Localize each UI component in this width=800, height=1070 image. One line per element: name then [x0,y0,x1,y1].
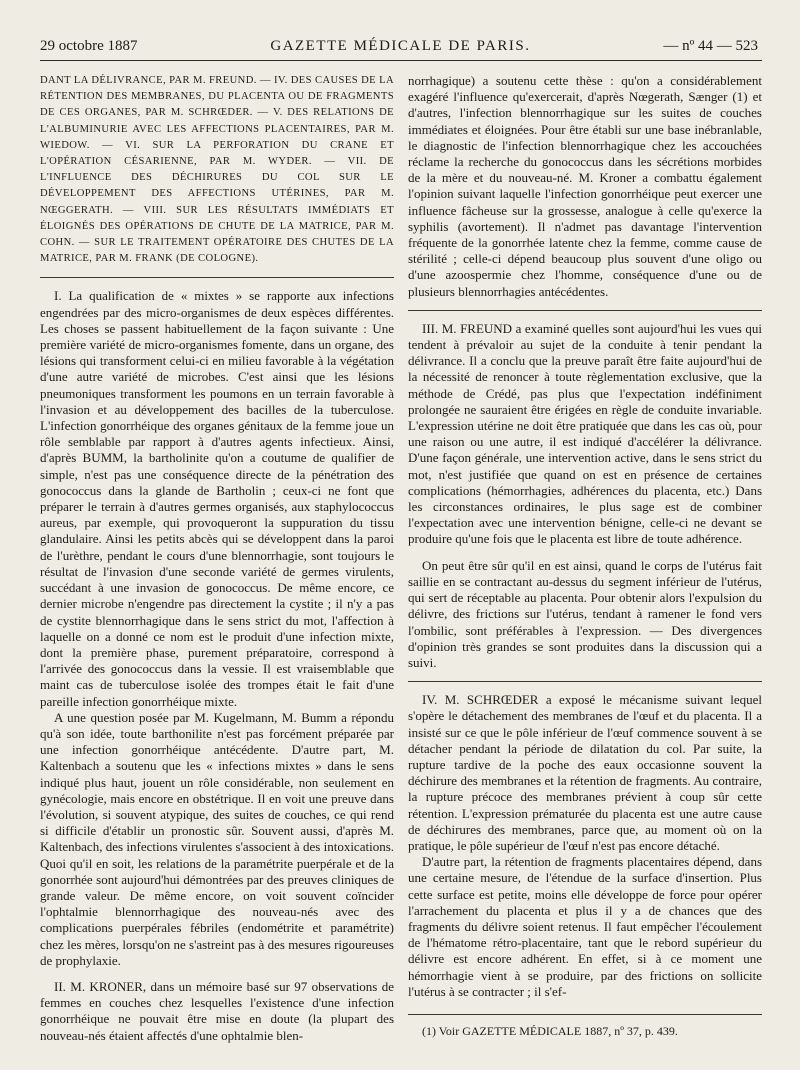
paragraph-kroner: II. M. KRONER, dans un mémoire basé sur 97 observations de femmes en couches chez lesquelles l'existence d'une infection gonorrhéique ne pouvait être mise en doute (la plupart des nouveau-nés étaient affectés d'une ophtalmie blen- [40,978,394,1043]
paragraph-gap [40,969,394,979]
header-date: 29 octobre 1887 [40,38,138,54]
paragraph-gap [408,548,762,558]
paragraph-retention: D'autre part, la rétention de fragments placentaires dépend, dans une certaine mesure, de l'étendue de la surface d'insertion. Plus cette surface est petite, moins elle développe de force pour opérer l'arrachement du placenta et plus il y a de chances que des fragments du délivre soient retenus. Il faut empêcher l'écoulement de l'hématome rétro-placentaire, tant que le rebord supérieur du délivre est encore adhérent. En effet, si à ce moment une hémorrhagie vient à se produire, par des frictions on sollicite l'utérus à se contracter ; il s'ef- [408,854,762,999]
header-title: GAZETTE MÉDICALE DE PARIS. [270,38,531,54]
contents-summary: DANT LA DÉLIVRANCE, PAR M. FREUND. — IV. DES CAUSES DE LA RÉTENTION DES MEMBRANES, DU PLACENTA OU DE FRAGMENTS DE CES ORGANES, PAR M. SCHRŒDER. — V. DES RELATIONS DE L'ALBUMINURIE AVEC LES AFFECTIONS PLACENTAIRES, PAR M. WIEDOW. — VI. SUR LA PERFORATION DU CRANE ET L'OPÉRATION CÉSARIENNE, PAR M. WYDER. — VII. DE L'INFLUENCE DES DÉCHIRURES DU COL SUR LE DÉVELOPPEMENT DES AFFECTIONS UTÉRINES, PAR M. NŒGGERATH. — VIII. SUR LES RÉSULTATS IMMÉDIATS ET ÉLOIGNÉS DES OPÉRATIONS DE CHUTE DE LA MATRICE, PAR M. COHN. — SUR LE TRAITEMENT OPÉRATOIRE DES CHUTES DE LA MATRICE, PAR M. FRANK (DE COLOGNE). [40,75,394,265]
paragraph-uterus: On peut être sûr qu'il en est ainsi, quand le corps de l'utérus fait saillie en se contractant au-dessus du segment inférieur de l'utérus, qui sert de réceptable au placenta. Pour obtenir alors l'expulsion du délivre, des frictions sur l'utérus, tendant à ramener le fond vers l'ombilic, sont préférables à l'expression. — Des divergences d'opinion très grandes se sont produites dans la discussion qui a suivi. [408,557,762,670]
paragraph-mixed-infections: I. La qualification de « mixtes » se rapporte aux infections engendrées par des micro-organismes de deux espèces différentes. Les choses se passent habituellement de la façon suivante : Une première variété de micro-organismes fomente, dans un organe, des lésions qui transforment celui-ci en milieu favorable à la végétation d'une autre variété de microbes. C'est ainsi que les lésions pneumoniques transforment les poumons en un terrain favorable à l'invasion et au développement des bacilles de la tuberculose. L'infection gonorrhéique des organes génitaux de la femme joue un rôle semblable par rapport à d'autres agents infectieux. Ainsi, d'après BUMM, la bartholinite qu'on a coutume de qualifier de simple, n'est pas une conséquence directe de la pénétration des gonococcus dans la glande de Bartholin ; ceux-ci ne font que préparer le terrain à d'autres germes organisés, aux staphylococcus aureus, par exemple, qui provoqueront la suppuration du tissu glandulaire. Ainsi les petits abcès qui se développent dans la paroi de l'urèthre, pendant le cours d'une blennorrhagie, sont toujours le résultat de l'invasion d'une seconde variété de germes virulents, succédant à une invasion de gonococcus. De même encore, ce dernier microbe n'engendre pas directement la cystite ; il n'y a pas de cystite blennorrhagique dans le sens strict du mot, l'affection à laquelle on a donné ce nom est le produit d'une infection mixte, dont la première phase, purement préparatoire, correspond à l'arrivée des gonococcus dans la vessie. Il est vraisemblable que maint cas de tuberculose isolée des trompes était le fait d'une pareille infection gonorrhéique mixte. [40,288,394,709]
section-divider [408,681,762,682]
section-divider [408,310,762,311]
page-header [40,38,762,61]
column-divider [40,277,394,278]
header-issue: — nº 44 — 523 [663,38,758,54]
right-column [408,73,762,1044]
paragraph-schroeder: IV. M. SCHRŒDER a exposé le mécanisme suivant lequel s'opère le détachement des membranes de l'œuf et du placenta. Il a insisté sur ce que le pôle inférieur de l'œuf commence souvent à se détacher pendant la période de dilatation du col. Par suite, la rupture tardive de la poche des eaux occasionne souvent la déchirure des membranes et la rétention de fragments. Au contraire, la rupture précoce des membranes prévient à coup sûr cette rétention. L'expression prématurée du placenta est une autre cause de déchirures des membranes, parce que, au moment où on la pratique, le pôle supérieur de l'œuf n'est pas encore détaché. [408,692,762,853]
paragraph-bumm-reply: A une question posée par M. Kugelmann, M. Bumm a répondu qu'à son idée, toute barthonilite n'est pas forcément préparée par une infection gonorrhéique antécédente. D'autre part, M. Kaltenbach a soutenu que les « infections mixtes » dans le sens indiqué plus haut, jouent un rôle considérable, non seulement en gynécologie, mais encore en obstétrique. Il en voit une preuve dans l'évolution, si souvent atypique, des suites de couches, ce qui rend si difficile d'établir un pronostic sûr. Souvent aussi, d'après M. Kaltenbach, des infections virulentes s'associent à des intoxications. Quoi qu'il en soit, les relations de la paramétrite puerpérale et de la gonorrhée sont aujourd'hui démontrées par des preuves cliniques de grande valeur. De même encore, on voit souvent coïncider l'ophtalmie blennorrhagique des nouveau-nés avec des complications puerpérales fébriles (endométrite et paramétrite) chez les mères, lorsqu'on ne s'astreint pas à des mesures rigoureuses de prophylaxie. [40,709,394,968]
left-column [40,73,394,1044]
paragraph-kroner-continued: norrhagique) a soutenu cette thèse : qu'on a considérablement exagéré l'influence qu'exercerait, d'après Nœgerath, Sænger (1) et d'autres, l'infection blennorrhagique sur les suites de couches immédiates et éloignées. Pour être établi sur une base inébranlable, le diagnostic de l'infection blennorrhagique chez les accouchées réclame la recherche du gonococcus dans les sécrétions morbides de la mère et du nouveau-né. M. Kroner a combattu également l'opinion suivant laquelle l'infection gonorrhéique peut exercer une influence fâcheuse sur la grossesse, analogue à celle qu'exerce la syphilis (avortement). Il n'admet pas davantage l'intervention fréquente de la gonorrhée latente chez la femme, comme cause de stérilité ; celle-ci dépend beaucoup plus souvent d'une oligo ou d'une azoospermie chez l'homme, conséquence d'une ou de plusieurs blennorrhagies antécédentes. [408,73,762,299]
footnote: (1) Voir GAZETTE MÉDICALE 1887, nº 37, p. 439. [422,1023,678,1038]
paragraph-freund: III. M. FREUND a examiné quelles sont aujourd'hui les vues qui tendent à prévaloir au sujet de la conduite à tenir pendant la délivrance. Il a conclu que la preuve paraît être faite aujourd'hui de la nécessité de renoncer à toute règlementation exclusive, que la méthode de Crédé, pas plus que l'expectation indéfiniment prolongée ne sauraient être érigées en règle de conduite invariable. L'expression utérine ne doit être pratiquée que dans les cas où, pour une raison ou une autre, il est indiqué d'accélérer la délivrance. D'une façon générale, une intervention active, dans le sens strict du mot, n'est justifiée que quand on est en présence de certaines complications (hémorrhagies, adhérences du placenta, etc.) Dans les circonstances ordinaires, le plus sage est de combiner l'expectation avec une intervention bénigne, celle-ci ne devant se produire qu'une fois que le placenta est libre de toute adhérence. [408,320,762,547]
article-columns [40,73,762,1044]
footnote-rule [408,1014,762,1015]
